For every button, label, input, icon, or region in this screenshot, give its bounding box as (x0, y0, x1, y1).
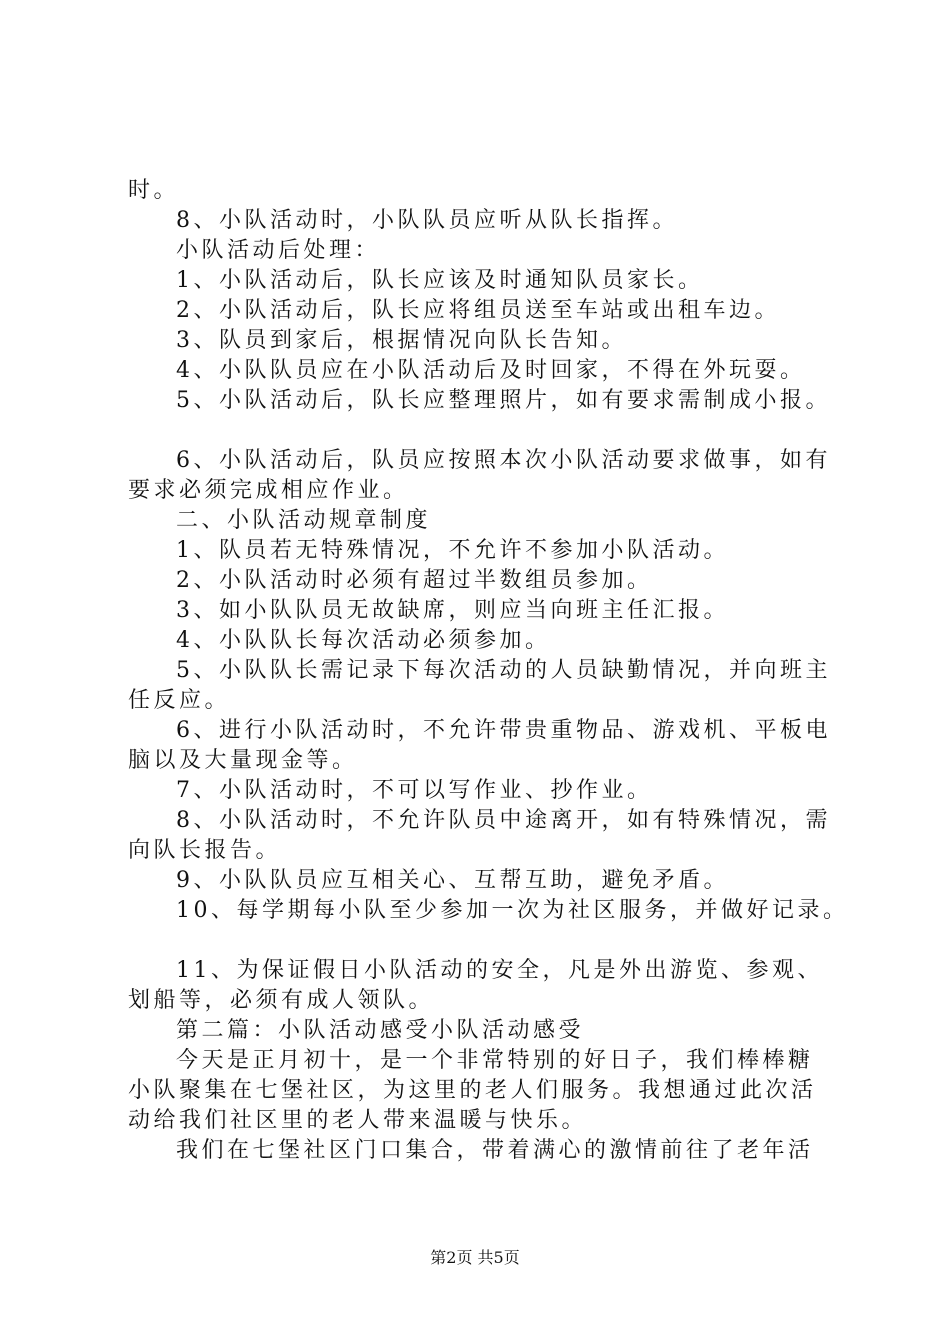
text-line: 第二篇：小队活动感受小队活动感受 (176, 1018, 585, 1043)
text-line: 7、小队活动时，不可以写作业、抄作业。 (176, 778, 653, 803)
text-line: 5、小队活动后，队长应整理照片，如有要求需制成小报。 (176, 388, 831, 413)
text-line: 任反应。 (128, 688, 231, 713)
text-line: 今天是正月初十，是一个非常特别的好日子，我们棒棒糖 (176, 1048, 814, 1073)
text-line: 9、小队队员应互相关心、互帮互助，避免矛盾。 (176, 868, 729, 893)
paragraph-gap (128, 926, 848, 956)
text-line: 6、小队活动后，队员应按照本次小队活动要求做事，如有 (176, 448, 831, 473)
text-line: 8、小队活动时，小队队员应听从队长指挥。 (176, 208, 678, 233)
text-line: 4、小队队长每次活动必须参加。 (176, 628, 551, 653)
text-line: 6、进行小队活动时，不允许带贵重物品、游戏机、平板电 (176, 718, 831, 743)
text-line: 4、小队队员应在小队活动后及时回家，不得在外玩耍。 (176, 358, 806, 383)
text-line: 3、队员到家后，根据情况向队长告知。 (176, 328, 627, 353)
document-body (128, 176, 848, 1166)
text-line: 划船等，必须有成人领队。 (128, 988, 435, 1013)
text-line: 10、每学期每小队至少参加一次为社区服务，并做好记录。 (176, 898, 849, 923)
text-line: 2、小队活动后，队长应将组员送至车站或出租车边。 (176, 298, 780, 323)
text-line: 3、如小队队员无故缺席，则应当向班主任汇报。 (176, 598, 729, 623)
text-line: 向队长报告。 (128, 838, 282, 863)
page-footer: 第2页 共5页 (430, 1248, 520, 1267)
text-line: 小队活动后处理： (176, 238, 381, 263)
text-line: 小队聚集在七堡社区，为这里的老人们服务。我想通过此次活 (128, 1078, 817, 1103)
text-line: 时。 (128, 178, 180, 203)
paragraph-gap (128, 416, 848, 446)
text-line: 1、队员若无特殊情况，不允许不参加小队活动。 (176, 538, 729, 563)
text-line: 我们在七堡社区门口集合，带着满心的激情前往了老年活 (176, 1138, 814, 1163)
text-line: 要求必须完成相应作业。 (128, 478, 409, 503)
text-line: 11、为保证假日小队活动的安全，凡是外出游览、参观、 (176, 958, 823, 983)
text-line: 动给我们社区里的老人带来温暖与快乐。 (128, 1108, 588, 1133)
text-line: 脑以及大量现金等。 (128, 748, 358, 773)
text-line: 二、小队活动规章制度 (176, 508, 432, 533)
text-line: 5、小队队长需记录下每次活动的人员缺勤情况，并向班主 (176, 658, 831, 683)
text-line: 1、小队活动后，队长应该及时通知队员家长。 (176, 268, 704, 293)
text-line: 8、小队活动时，不允许队员中途离开，如有特殊情况，需 (176, 808, 831, 833)
text-line: 2、小队活动时必须有超过半数组员参加。 (176, 568, 653, 593)
